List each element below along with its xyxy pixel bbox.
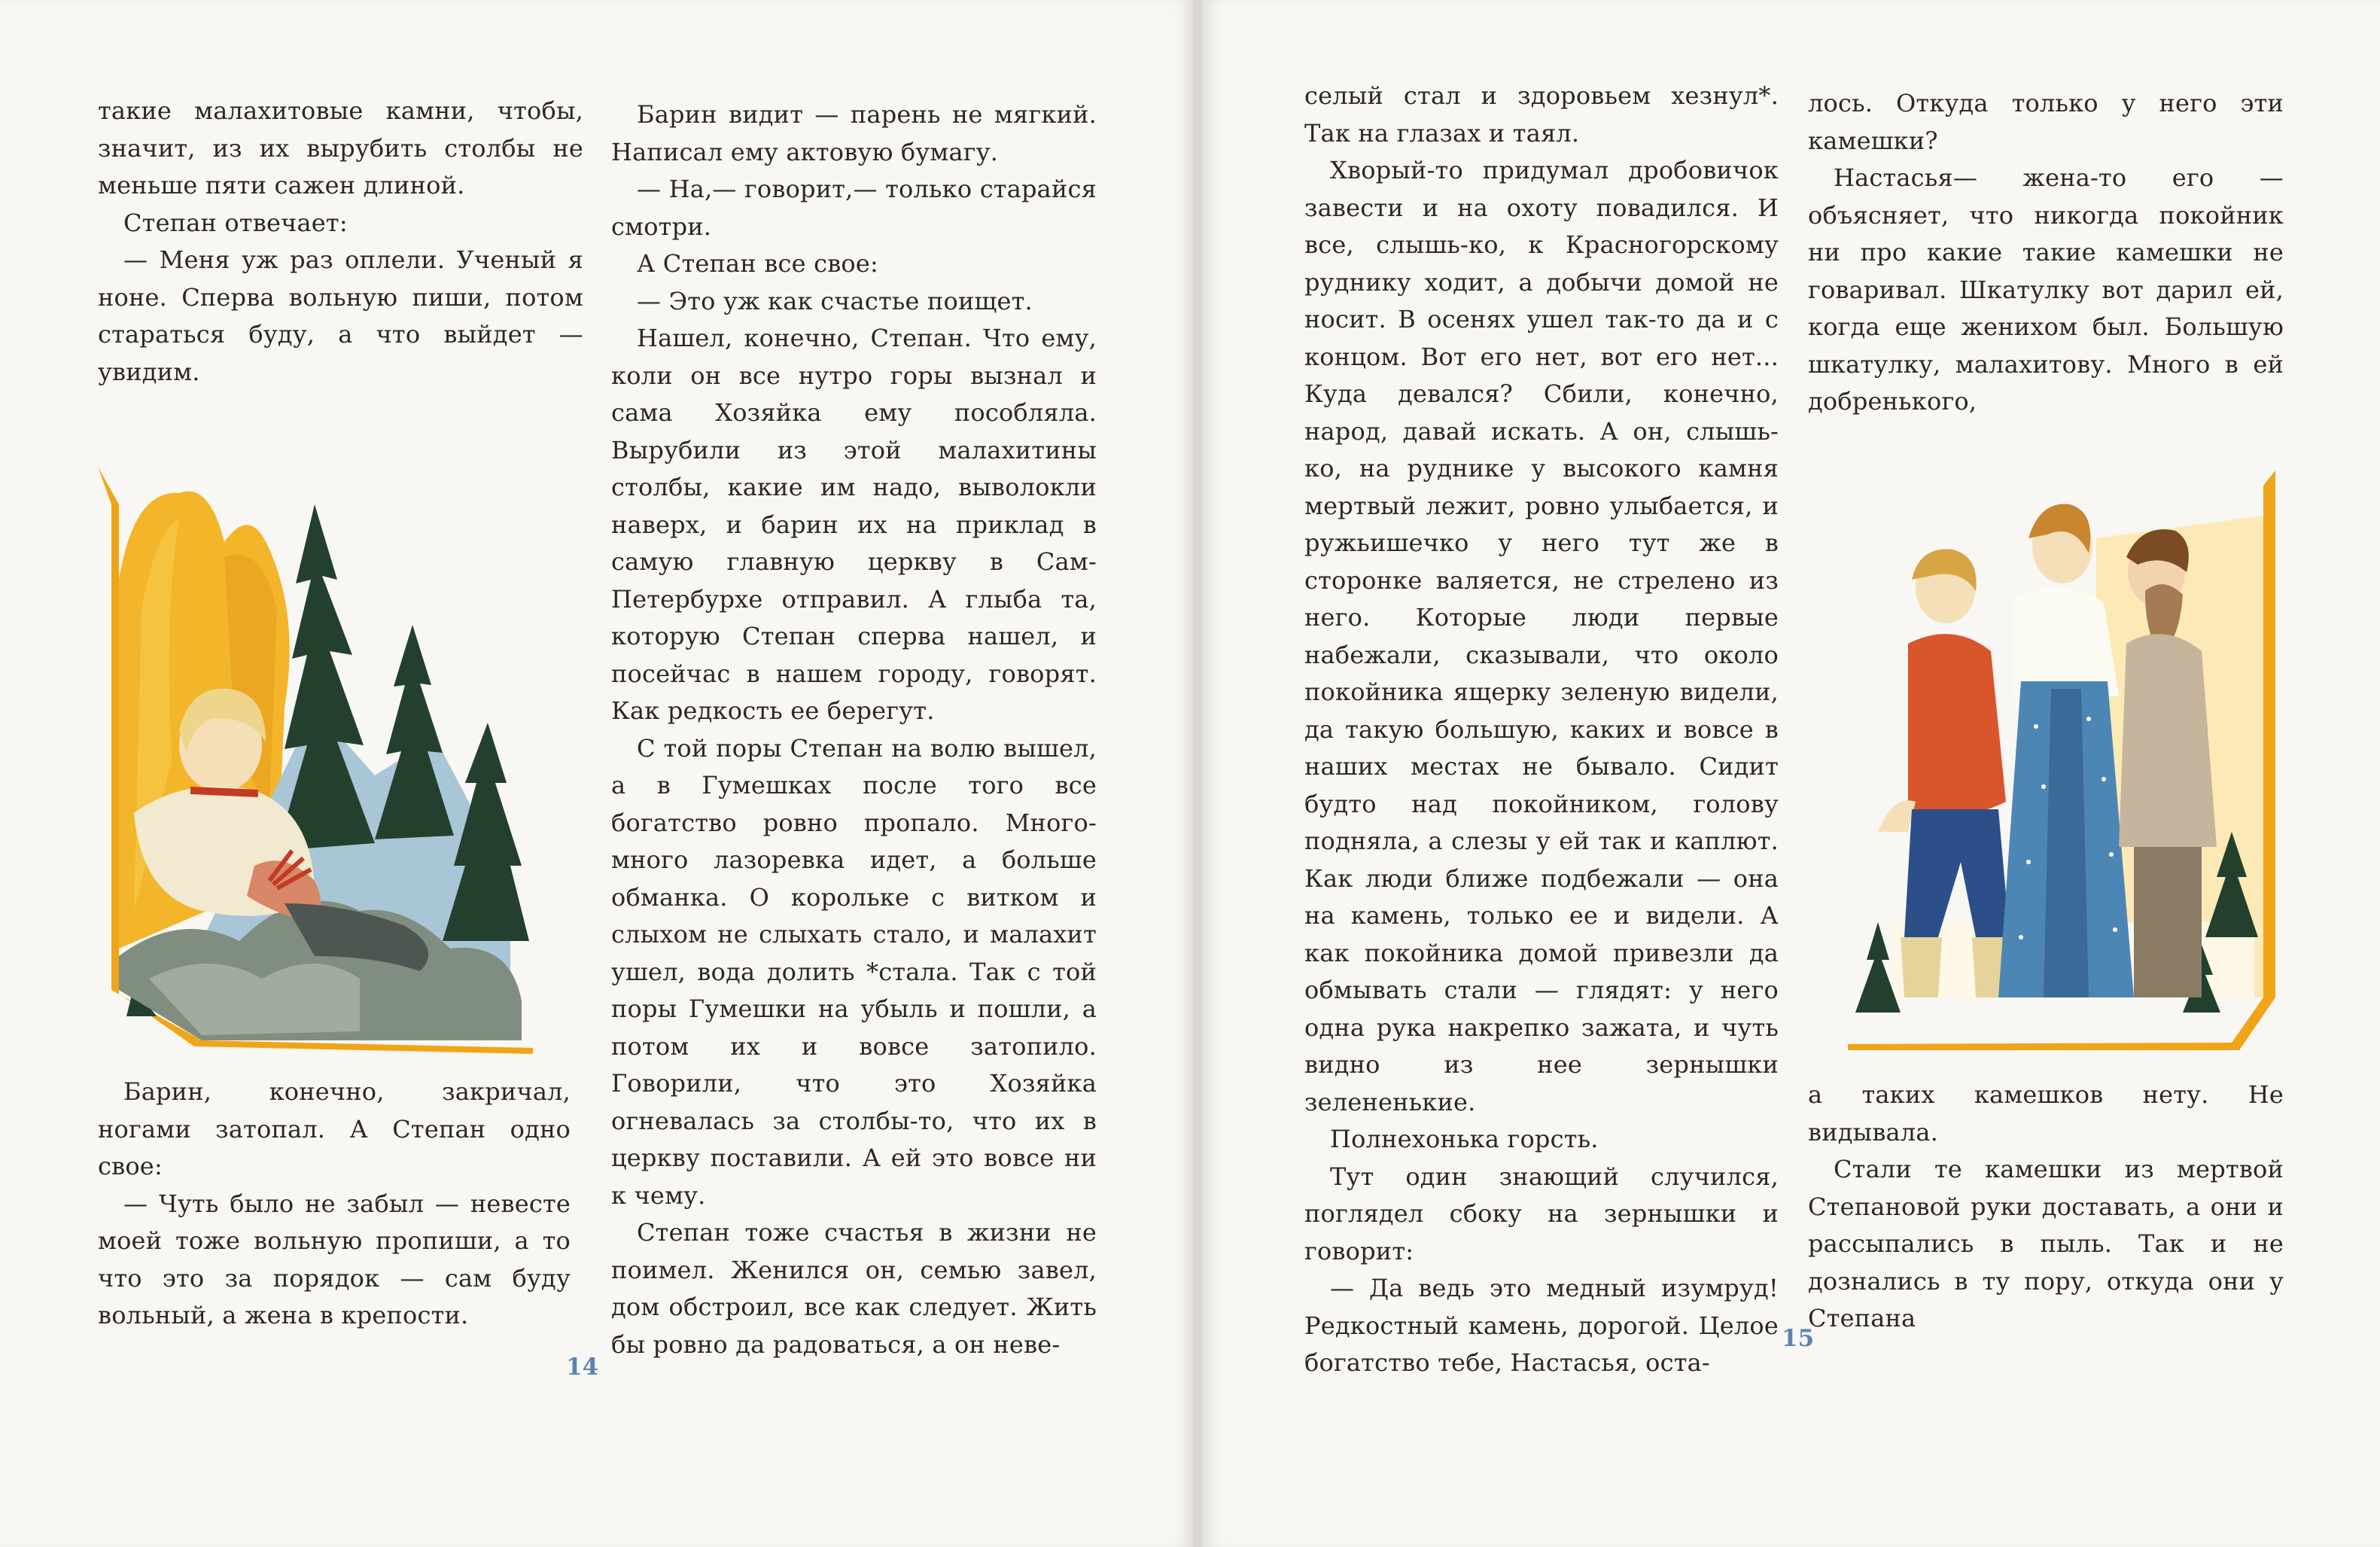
page-number-left: 14: [566, 1354, 599, 1381]
paragraph: — Чуть было не забыл — невесте моей тоже вольную пропиши, а то что это за порядок — сам буду вольный, а жена в крепости.: [98, 1189, 571, 1329]
illustration-stepan-forest: [89, 459, 533, 1054]
paragraph: Тут один знающий случился, поглядел сбоку на зернышки и говорит:: [1304, 1162, 1779, 1265]
paragraph: — Это уж как счастье поищет.: [637, 286, 1033, 315]
book-gutter: [1193, 0, 1202, 1547]
paragraph: С той поры Степан на волю вышел, а в Гумешках после того все богатство ровно пропало. Много-много лазоревка идет, а больше обманка. О корольке с витком и слыхом не слыхать стало, и малахит ушел, вода долить *стала. Так с той поры Гумешки на убыль и пошли, а потом их и вовсе затопило. Говорили, что это Хозяйка огневалась за столбы-то, что их в церкву поставили. А ей это вовсе ни к чему.: [611, 733, 1097, 1210]
page-number-right: 15: [1782, 1325, 1815, 1352]
right-col2-bottom: [1808, 1077, 2284, 1338]
illustration-svg: [1848, 470, 2284, 1058]
right-col2-top: [1808, 85, 2284, 421]
paragraph: Хворый-то придумал дробовичок завести и на охоту повадился. И все, слышь-ко, к Красногорскому руднику ходит, а добычи домой не носит. В осенях ушел так-то да и с концом. Вот его нет, вот его нет... Куда девался? Сбили, конечно, народ, давай искать. А он, слышь-ко, на руднике у высокого камня мертвый лежит, ровно улыбается, и ружьишечко у него тут же в сторонке валяется, не стрелено из него. Которые люди первые набежали, сказывали, что около покойника ящерку зеленую видели, да такую большую, каких и вовсе в наших местах не бывало. Сидит будто над покойником, голову подняла, а слезы у ей так и каплют. Как люди ближе подбежали — она на камень, только ее и видели. А как покойника домой привезли да обмывать стали — глядят: у него одна рука накрепко зажата, и чуть видно из нее зернышки зелененькие.: [1304, 156, 1779, 1116]
illustration-three-figures: [1848, 470, 2284, 1058]
right-col1: [1304, 78, 1779, 1382]
paragraph: селый стал и здоровьем хезнул*. Так на глазах и таял.: [1304, 81, 1779, 148]
paragraph: — На,— говорит,— только старайся смотри.: [611, 175, 1097, 241]
paragraph: такие малахитовые камни, чтобы, значит, из их вырубить столбы не меньше пяти сажен длиной.: [98, 96, 583, 199]
paragraph: Степан тоже счастья в жизни не поимел. Женился он, семью завел, дом обстроил, все как следует. Жить бы ровно да радоваться, а он неве-: [611, 1218, 1097, 1359]
left-col1-bottom: [98, 1073, 571, 1335]
paragraph: Нашел, конечно, Степан. Что ему, коли он все нутро горы вызнал и сама Хозяйка ему пособляла. Вырубили из этой малахитины столбы, какие им надо, выволокли наверх, и барин их на приклад в самую главную церкву в Сам-Петербурхе отправил. А глыба та, которую Степан сперва нашел, и посейчас в нашем городу, говорят. Как редкость ее берегут.: [611, 324, 1097, 725]
paragraph: Полнехонька горсть.: [1330, 1125, 1599, 1153]
left-col2: [611, 96, 1097, 1363]
paragraph: Стали те камешки из мертвой Степановой руки доставать, а они и рассыпались в пыль. Так и не дознались в ту пору, откуда они у Степана: [1808, 1155, 2284, 1332]
paragraph: Барин, конечно, закричал, ногами затопал. А Степан одно свое:: [98, 1077, 571, 1180]
paragraph: а таких камешков нету. Не видывала.: [1808, 1080, 2284, 1147]
paragraph: лось. Откуда только у него эти камешки?: [1808, 89, 2284, 155]
left-col1-top: [98, 93, 583, 391]
paragraph: Барин видит — парень не мягкий. Написал ему актовую бумагу.: [611, 100, 1097, 166]
paragraph: Настасья— жена-то его — объясняет, что никогда покойник ни про какие такие камешки не говаривал. Шкатулку вот дарил ей, когда еще женихом был. Большую шкатулку, малахитову. Много в ей добренького,: [1808, 163, 2284, 416]
paragraph: — Меня уж раз оплели. Ученый я ноне. Сперва вольную пиши, потом стараться буду, а что выйдет — увидим.: [98, 245, 583, 386]
illustration-svg: [89, 459, 533, 1054]
paragraph: Степан отвечает:: [123, 208, 348, 237]
paragraph: — Да ведь это медный изумруд! Редкостный камень, дорогой. Целое богатство тебе, Настасья, оста-: [1304, 1274, 1779, 1377]
paragraph: А Степан все свое:: [637, 249, 879, 278]
